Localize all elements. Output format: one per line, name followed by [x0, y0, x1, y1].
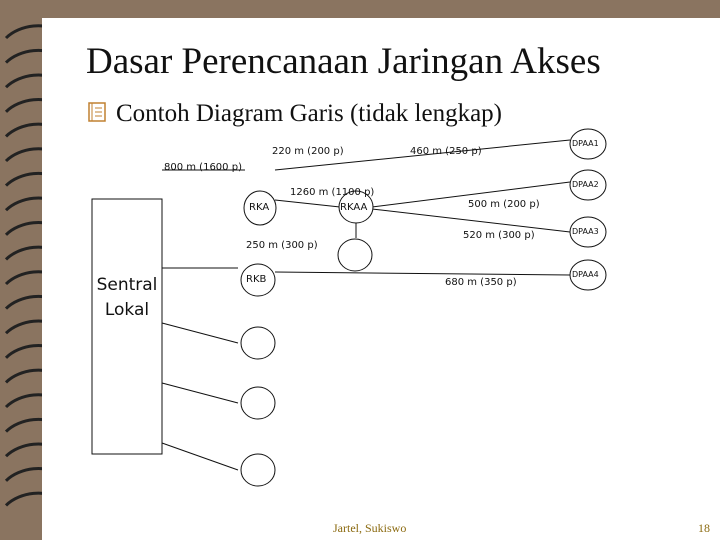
link-line-rkb-dpaa4: [275, 272, 570, 275]
link-label-500m: 500 m (200 p): [468, 199, 540, 210]
unlabeled-node-4: [241, 454, 275, 486]
link-line-sentral-branch1: [162, 323, 238, 343]
footer-author: Jartel, Sukiswo: [333, 521, 407, 535]
link-label-800m: 800 m (1600 p): [164, 162, 242, 173]
sentral-label-line2: Lokal: [104, 300, 150, 320]
bullet-text: Contoh Diagram Garis (tidak lengkap): [116, 100, 503, 127]
slide-title: Dasar Perencanaan Jaringan Akses: [86, 41, 601, 82]
dpaa4-label: DPAA4: [572, 270, 599, 279]
unlabeled-node-1: [338, 239, 372, 271]
link-label-460m: 460 m (250 p): [410, 146, 482, 157]
link-line-sentral-branch3: [162, 443, 238, 470]
link-line-rka-rkaa: [275, 200, 340, 207]
link-label-250m: 250 m (300 p): [246, 240, 318, 251]
link-line-sentral-branch2: [162, 383, 238, 403]
dpaa1-label: DPAA1: [572, 139, 599, 148]
page-number: 18: [698, 521, 710, 535]
unlabeled-node-2: [241, 327, 275, 359]
rkb-label: RKB: [246, 274, 267, 285]
link-label-680m: 680 m (350 p): [445, 277, 517, 288]
rka-label: RKA: [249, 202, 270, 213]
dpaa2-label: DPAA2: [572, 180, 599, 189]
link-label-220m: 220 m (200 p): [272, 146, 344, 157]
link-line-rkaa-dpaa3: [372, 209, 570, 232]
sentral-lokal-box: [92, 199, 162, 454]
sentral-label-line1: Sentral: [96, 275, 158, 295]
link-label-520m: 520 m (300 p): [463, 230, 535, 241]
link-label-1260m: 1260 m (1100 p): [290, 187, 375, 198]
sentral-lokal-label: [92, 273, 162, 323]
unlabeled-node-3: [241, 387, 275, 419]
dpaa3-label: DPAA3: [572, 227, 599, 236]
rkaa-label: RKAA: [340, 202, 368, 213]
